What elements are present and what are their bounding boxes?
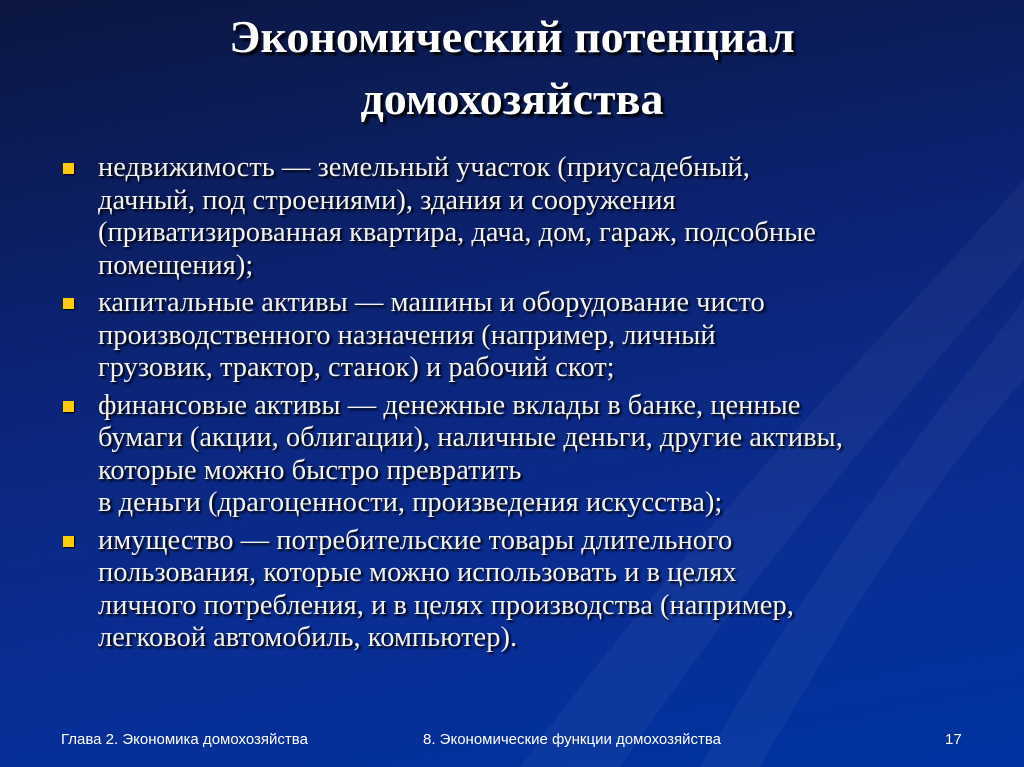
square-bullet-icon — [63, 298, 74, 309]
square-bullet-icon — [63, 163, 74, 174]
bullet-line: которые можно быстро превратить — [98, 454, 522, 486]
bullet-line: пользования, которые можно использовать и в целях — [98, 557, 737, 588]
bullet-line: грузовик, трактор, станок) и рабочий скот; — [98, 352, 615, 383]
bullet-item-property — [60, 525, 1000, 655]
slide-number: 17 — [945, 731, 962, 748]
bullet-line: финансовые активы — денежные вклады в банке, ценные — [98, 389, 801, 421]
slide-title — [0, 6, 1024, 130]
square-bullet-icon — [63, 536, 74, 547]
bullet-item-capital-assets — [60, 287, 1000, 385]
bullet-line: производственного назначения (например, личный — [98, 319, 716, 351]
bullet-line: легковой автомобиль, компьютер). — [98, 622, 518, 653]
title-line: домохозяйства — [360, 73, 664, 124]
bullet-item-financial-assets — [60, 390, 1000, 520]
bullet-list — [60, 152, 1000, 660]
bullet-line: бумаги (акции, облигации), наличные деньги, другие активы, — [98, 422, 843, 453]
footer-chapter: Глава 2. Экономика домохозяйства — [61, 731, 308, 748]
bullet-line: (приватизированная квартира, дача, дом, гараж, подсобные — [98, 217, 816, 248]
bullet-line: капитальные активы — машины и оборудование чисто — [98, 287, 765, 318]
square-bullet-icon — [63, 401, 74, 412]
bullet-line: недвижимость — земельный участок (приусадебный, — [98, 152, 750, 183]
title-line: Экономический потенциал — [229, 11, 795, 62]
bullet-line: дачный, под строениями), здания и сооружения — [98, 184, 676, 216]
bullet-line: помещения); — [98, 249, 254, 281]
bullet-line: личного потребления, и в целях производства (например, — [98, 589, 794, 621]
footer-section: 8. Экономические функции домохозяйства — [423, 731, 721, 748]
bullet-line: имущество — потребительские товары длительного — [98, 524, 733, 556]
bullet-line: в деньги (драгоценности, произведения искусства); — [98, 487, 723, 518]
bullet-item-real-estate — [60, 152, 1000, 282]
